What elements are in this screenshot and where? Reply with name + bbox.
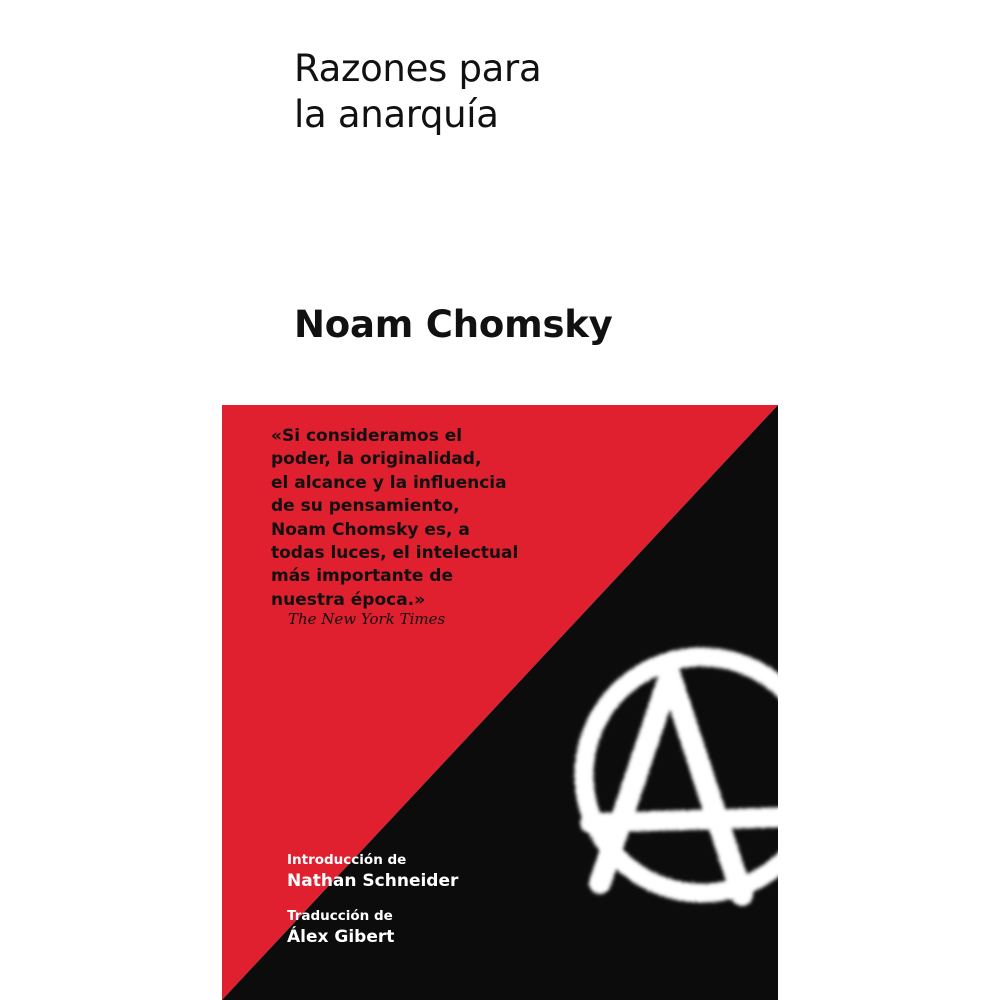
quote-line: más importante de — [271, 566, 453, 587]
book-title — [294, 46, 541, 138]
quote-line: nuestra época.» — [271, 589, 426, 610]
book-author: Noam Chomsky — [294, 303, 613, 346]
quote-source: The New York Times — [288, 610, 446, 628]
quote-line: poder, la originalidad, — [271, 449, 482, 470]
translation-name: Álex Gibert — [287, 927, 395, 947]
quote-line: el alcance y la influencia — [271, 472, 507, 493]
introduction-name: Nathan Schneider — [287, 871, 459, 891]
quote-line: «Si consideramos el — [271, 426, 463, 446]
quote-line: de su pensamiento, — [271, 496, 460, 517]
book-title-line-1: Razones para — [294, 47, 542, 90]
book-cover — [222, 0, 778, 1000]
quote-line: todas luces, el intelectual — [271, 543, 519, 564]
translation-label: Traducción de — [287, 908, 393, 924]
cover-artwork — [222, 405, 778, 1000]
quote-line: Noam Chomsky es, a — [271, 519, 470, 540]
book-title-line-2: la anarquía — [294, 93, 499, 136]
introduction-label: Introducción de — [287, 852, 407, 868]
credits — [287, 851, 458, 963]
cover-quote — [271, 425, 604, 612]
